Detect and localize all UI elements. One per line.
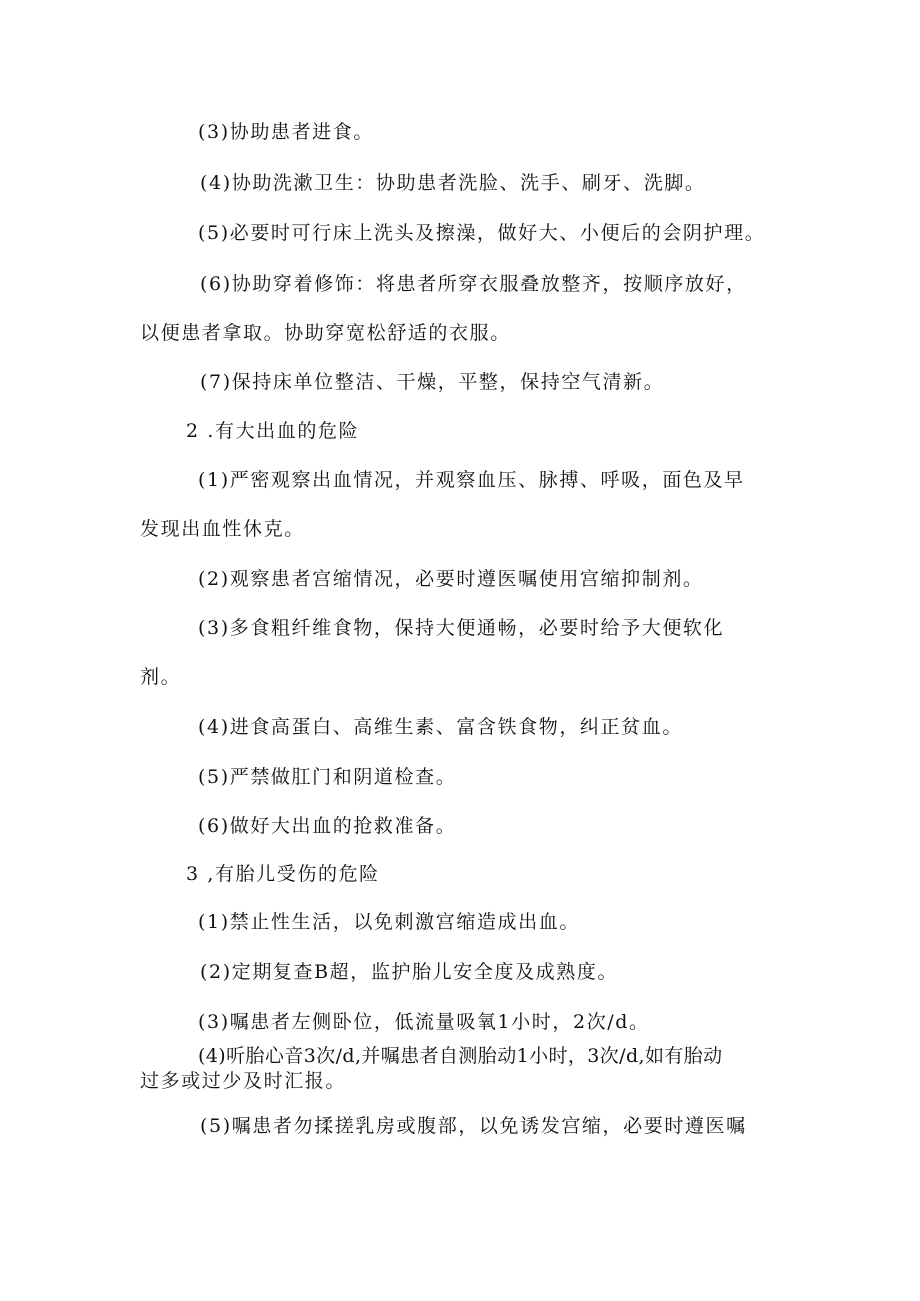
- paragraph-line: (5)必要时可行床上洗头及擦澡，做好大、小便后的会阴护理。: [198, 222, 766, 244]
- paragraph-line: 发现出血性休克。: [140, 518, 305, 540]
- paragraph-line: (5)严禁做肛门和阴道检查。: [198, 766, 457, 788]
- section-heading: 3 ,有胎儿受伤的危险: [186, 863, 380, 885]
- paragraph-line: (1)禁止性生活，以免刺激宫缩造成出血。: [198, 911, 580, 933]
- paragraph-line: (3)多食粗纤维食物，保持大便通畅，必要时给予大便软化: [198, 617, 725, 639]
- paragraph-line: (2)观察患者宫缩情况，必要时遵医嘱使用宫缩抑制剂。: [198, 568, 704, 590]
- paragraph-line: (4)协助洗漱卫生：协助患者洗脸、洗手、刷牙、洗脚。: [200, 172, 706, 194]
- paragraph-line: (6)协助穿着修饰：将患者所穿衣服叠放整齐，按顺序放好，: [200, 273, 747, 295]
- paragraph-line: 过多或过少及时汇报。: [140, 1070, 347, 1092]
- paragraph-line: (1)严密观察出血情况，并观察血压、脉搏、呼吸，面色及早: [198, 469, 745, 491]
- paragraph-line: (7)保持床单位整洁、干燥，平整，保持空气清新。: [200, 371, 665, 393]
- paragraph-line: (3)嘱患者左侧卧位，低流量吸氧1小时，2次/d。: [198, 1011, 650, 1033]
- section-heading: 2 .有大出血的危险: [186, 420, 360, 442]
- paragraph-line: (5)嘱患者勿揉搓乳房或腹部，以免诱发宫缩，必要时遵医嘱: [200, 1115, 747, 1137]
- paragraph-line: (2)定期复查B超，监护胎儿安全度及成熟度。: [200, 961, 619, 983]
- paragraph-line: (4)进食高蛋白、高维生素、富含铁食物，纠正贫血。: [198, 716, 683, 738]
- paragraph-line: (4)听胎心音3次/d,并嘱患者自测胎动1小时，3次/d,如有胎动: [198, 1045, 723, 1067]
- paragraph-line: 以便患者拿取。协助穿宽松舒适的衣服。: [140, 322, 511, 344]
- paragraph-line: (6)做好大出血的抢救准备。: [198, 815, 457, 837]
- paragraph-line: 剂。: [140, 666, 182, 688]
- paragraph-line: (3)协助患者进食。: [198, 121, 374, 143]
